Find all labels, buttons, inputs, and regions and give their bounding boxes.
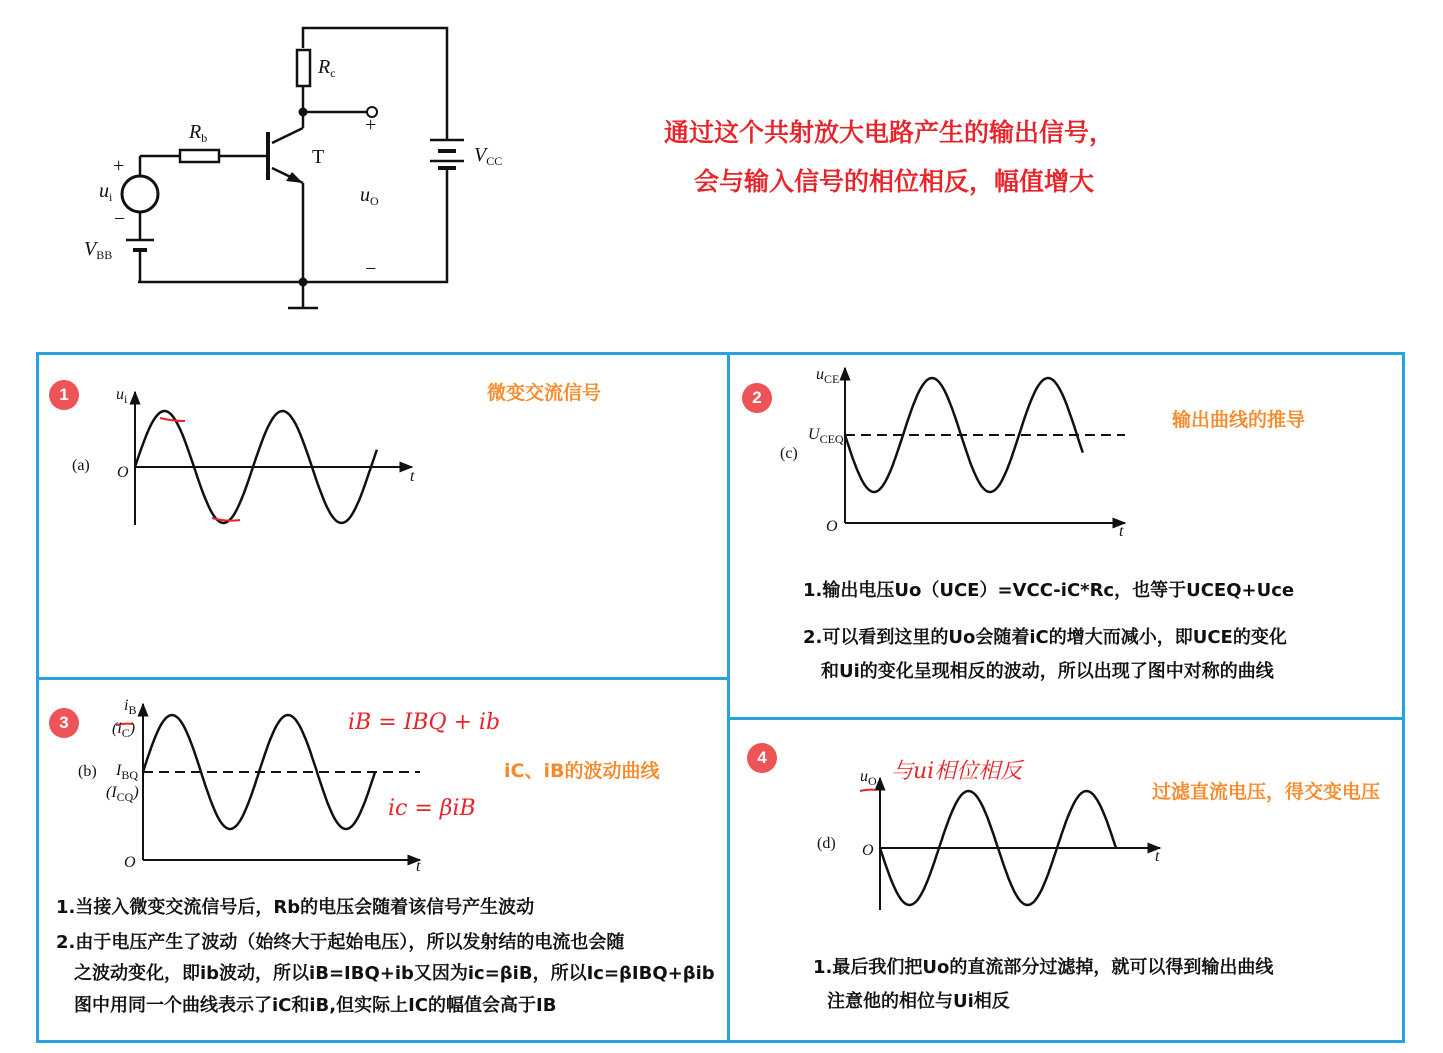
- uo-minus: −: [365, 258, 377, 280]
- panel2-title: 输出曲线的推导: [1172, 409, 1306, 431]
- p4-y-label: $u_O$: [860, 768, 877, 788]
- uo-label: $u_O$: [360, 184, 379, 208]
- p3-desc-3: 之波动变化，即ib波动，所以iB=IBQ+ib又因为ic=βiB，所以Ic=βIBQ+βib: [74, 963, 715, 984]
- headline-line1: 通过这个共射放大电路产生的输出信号，: [664, 118, 1115, 147]
- panel3-title: iC、iB的波动曲线: [504, 760, 660, 782]
- p4-fig-label: (d): [817, 835, 836, 852]
- p1-t-label: t: [410, 468, 415, 485]
- headline-line2: 会与输入信号的相位相反，幅值增大: [694, 167, 1095, 196]
- p3-y2-label: $(i_C)$: [112, 720, 136, 740]
- p1-peak-mark: [160, 418, 185, 421]
- uo-plus: +: [365, 114, 377, 136]
- p3-q1-label: $I_{BQ}$: [116, 762, 138, 782]
- ui-minus: −: [114, 208, 126, 230]
- p4-origin: O: [862, 842, 874, 859]
- panel4-title: 过滤直流电压，得交变电压: [1152, 781, 1381, 803]
- p2-origin: O: [826, 518, 838, 535]
- panel4-badge: 4: [747, 743, 777, 773]
- p2-desc-1: 1.输出电压Uo（UCE）=VCC-iC*Rc，也等于UCEQ+Uce: [803, 580, 1295, 601]
- p3-q2-label: $(I_{CQ})$: [106, 784, 139, 804]
- vcc-label: $V_{CC}$: [474, 144, 503, 168]
- p2-y-label: $u_{CE}$: [816, 366, 840, 386]
- p4-handwritten: 与ui相位相反: [891, 759, 1023, 784]
- p3-fig-label: (b): [78, 763, 97, 780]
- p4-uo-mark: [860, 790, 876, 791]
- p3-handwritten-ic: ic = βiB: [388, 796, 476, 821]
- panel3-badge: 3: [49, 708, 79, 738]
- ui-plus: +: [113, 155, 125, 177]
- rb-label: $R_b$: [189, 121, 208, 145]
- p3-desc-1: 1.当接入微变交流信号后，Rb的电压会随着该信号产生波动: [56, 897, 535, 918]
- p4-t-label: t: [1155, 848, 1160, 865]
- ui-label: $u_i$: [99, 180, 113, 204]
- p3-desc-2: 2.由于电压产生了波动（始终大于起始电压），所以发射结的电流也会随: [56, 932, 625, 953]
- vbb-label: $V_{BB}$: [84, 238, 113, 262]
- p3-y1-label: $i_B$: [124, 697, 137, 717]
- panel2-badge: 2: [742, 383, 772, 413]
- p2-desc-2: 2.可以看到这里的Uo会随着iC的增大而减小，即UCE的变化: [803, 627, 1287, 648]
- p2-q-label: $U_{CEQ}$: [808, 426, 844, 446]
- p3-handwritten-ib: iB = IBQ + ib: [348, 710, 501, 735]
- p2-fig-label: (c): [780, 445, 798, 462]
- transistor-label: T: [312, 146, 325, 168]
- p3-desc-4: 图中用同一个曲线表示了iC和iB,但实际上IC的幅值会高于IB: [74, 995, 557, 1016]
- p2-t-label: t: [1119, 523, 1124, 540]
- p3-origin: O: [124, 854, 136, 871]
- p1-y-label: $u_i$: [116, 386, 128, 406]
- p1-fig-label: (a): [72, 457, 90, 474]
- p4-desc-1: 1.最后我们把Uo的直流部分过滤掉，就可以得到输出曲线: [813, 957, 1274, 978]
- p2-desc-3: 和Ui的变化呈现相反的波动，所以出现了图中对称的曲线: [821, 661, 1274, 682]
- p4-desc-2: 注意他的相位与Ui相反: [827, 991, 1010, 1012]
- panel1-title: 微变交流信号: [487, 382, 602, 404]
- rc-label: $R_c$: [318, 56, 336, 80]
- p3-t-label: t: [416, 858, 421, 875]
- panel1-badge: 1: [49, 380, 79, 410]
- p1-origin: O: [117, 464, 129, 481]
